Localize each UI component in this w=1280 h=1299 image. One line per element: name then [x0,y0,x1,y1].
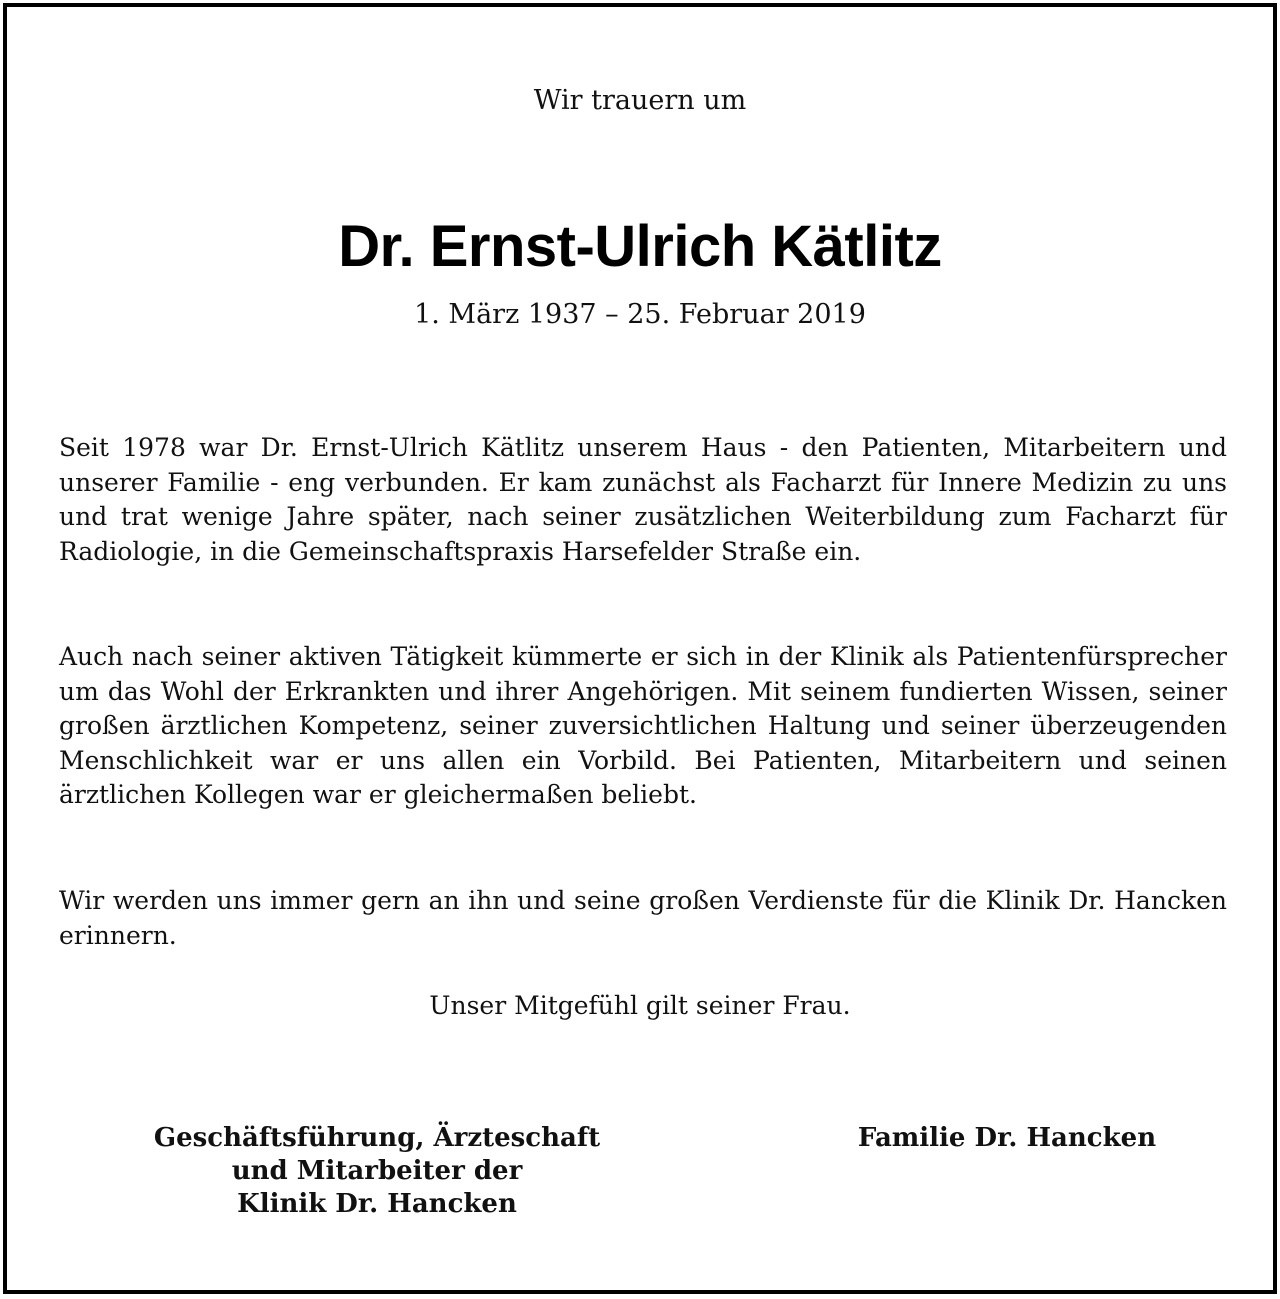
body-paragraph-2: Auch nach seiner aktiven Tätigkeit kümmerte er sich in der Klinik als Patientenfürsprecher um das Wohl der Erkrankten und ihrer Angehörigen. Mit seinem fundierten Wissen, seiner großen ärztlichen Kompetenz, seiner zuversichtlichen Haltung und seiner überzeugenden Menschlichkeit war er uns allen ein Vorbild. Bei Patienten, Mitarbeitern und seinen ärztlichen Kollegen war er gleichermaßen beliebt. [59,642,1227,810]
signature-family [807,1122,1207,1155]
deceased-name: Dr. Ernst-Ulrich Kätlitz [338,214,942,279]
signature-clinic-line: Klinik Dr. Hancken [237,1189,517,1219]
signature-family-line: Familie Dr. Hancken [857,1123,1157,1153]
signature-clinic-line: Geschäftsführung, Ärzteschaft [153,1123,601,1153]
body-paragraph-1: Seit 1978 war Dr. Ernst-Ulrich Kätlitz unserem Haus - den Patienten, Mitarbeitern und unserer Familie - eng verbunden. Er kam zunächst als Facharzt für Innere Medizin zu uns und trat wenige Jahre später, nach seiner zusätzlichen Weiterbildung zum Facharzt für Radiologie, in die Gemeinschaftspraxis Harsefelder Straße ein. [59,433,1227,566]
intro-text: Wir trauern um [533,85,747,116]
body-paragraph-3: Wir werden uns immer gern an ihn und seine großen Verdienste für die Klinik Dr. Hancken erinnern. [59,886,1227,950]
life-dates: 1. März 1937 – 25. Februar 2019 [414,299,866,330]
signature-clinic-line: und Mitarbeiter der [231,1156,523,1186]
obituary-frame [3,3,1277,1294]
signature-clinic [97,1122,657,1221]
condolence-text: Unser Mitgefühl gilt seiner Frau. [429,991,851,1020]
